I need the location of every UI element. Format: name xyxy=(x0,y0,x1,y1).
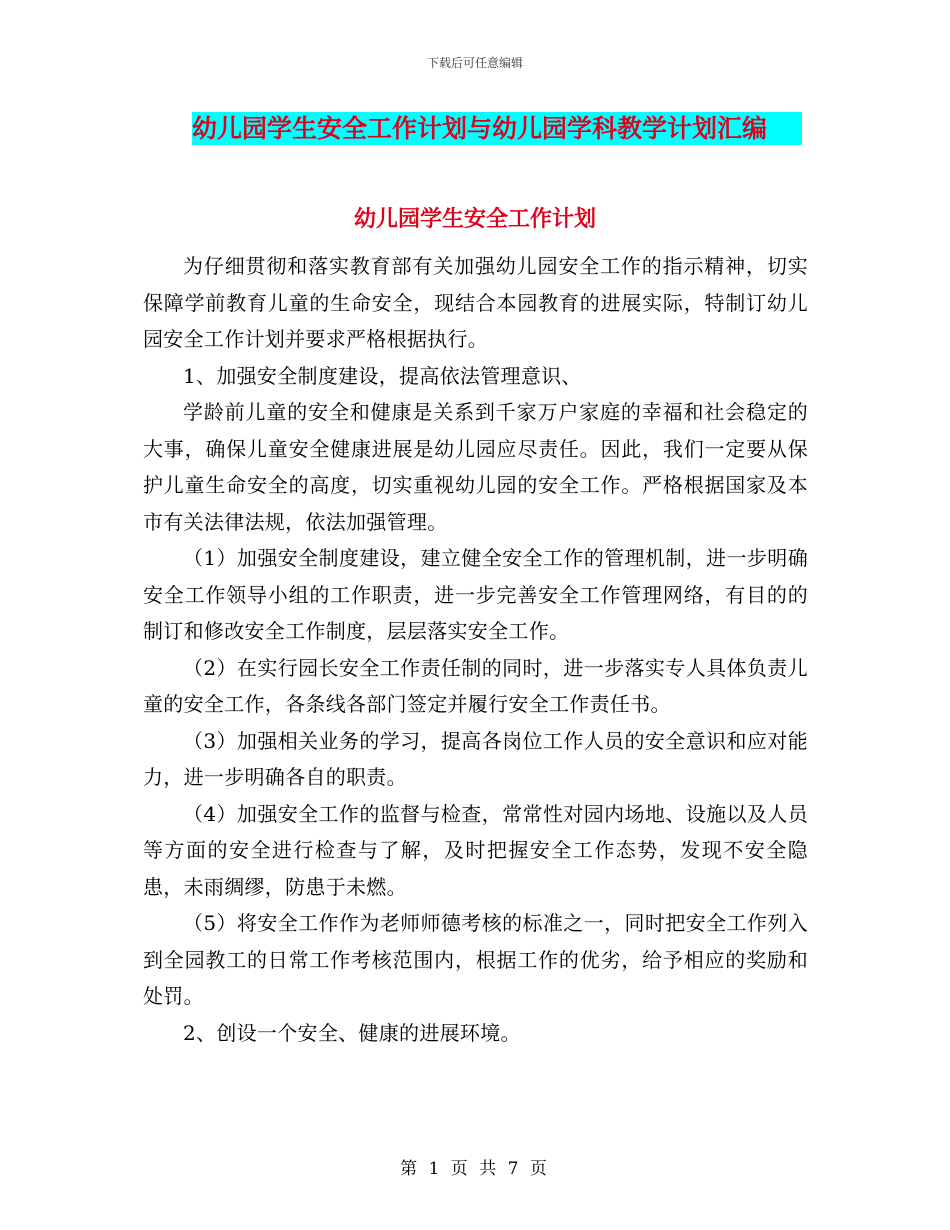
main-title: 幼儿园学生安全工作计划与幼儿园学科教学计划汇编 xyxy=(192,112,802,145)
paragraph-item-1: （1）加强安全制度建设，建立健全安全工作的管理机制，进一步明确安全工作领导小组的工作职责，进一步完善安全工作管理网络，有目的的制订和修改安全工作制度，层层落实安全工作。 xyxy=(143,546,808,643)
paragraph-item-4: （4）加强安全工作的监督与检查，常常性对园内场地、设施以及人员等方面的安全进行检查与了解，及时把握安全工作态势，发现不安全隐患，未雨绸缪，防患于未燃。 xyxy=(143,801,808,899)
paragraph-item-3: （3）加强相关业务的学习，提高各岗位工作人员的安全意识和应对能力，进一步明确各自的职责。 xyxy=(143,728,808,789)
section-title: 幼儿园学生安全工作计划 xyxy=(353,206,596,232)
paragraph-heading-2: 2、创设一个安全、健康的进展环境。 xyxy=(183,1020,521,1045)
paragraph-intro: 为仔细贯彻和落实教育部有关加强幼儿园安全工作的指示精神，切实保障学前教育儿童的生命安全，现结合本园教育的进展实际，特制订幼儿园安全工作计划并要求严格根据执行。 xyxy=(143,254,808,351)
page-number: 第 1 页 共 7 页 xyxy=(400,1159,550,1179)
paragraph: 学龄前儿童的安全和健康是关系到千家万户家庭的幸福和社会稳定的大事，确保儿童安全健康进展是幼儿园应尽责任。因此，我们一定要从保护儿童生命安全的高度，切实重视幼儿园的安全工作。严格根据国家及本市有关法律法规，依法加强管理。 xyxy=(143,400,808,534)
body-text xyxy=(143,248,808,1051)
paragraph-item-5: （5）将安全工作作为老师师德考核的标准之一，同时把安全工作列入到全园教工的日常工作考核范围内，根据工作的优劣，给予相应的奖励和处罚。 xyxy=(143,911,808,1008)
paragraph-item-2: （2）在实行园长安全工作责任制的同时，进一步落实专人具体负责儿童的安全工作，各条线各部门签定并履行安全工作责任书。 xyxy=(143,655,808,716)
paragraph-heading-1: 1、加强安全制度建设，提高依法管理意识、 xyxy=(183,363,582,388)
header-note: 下载后可任意编辑 xyxy=(426,56,523,70)
